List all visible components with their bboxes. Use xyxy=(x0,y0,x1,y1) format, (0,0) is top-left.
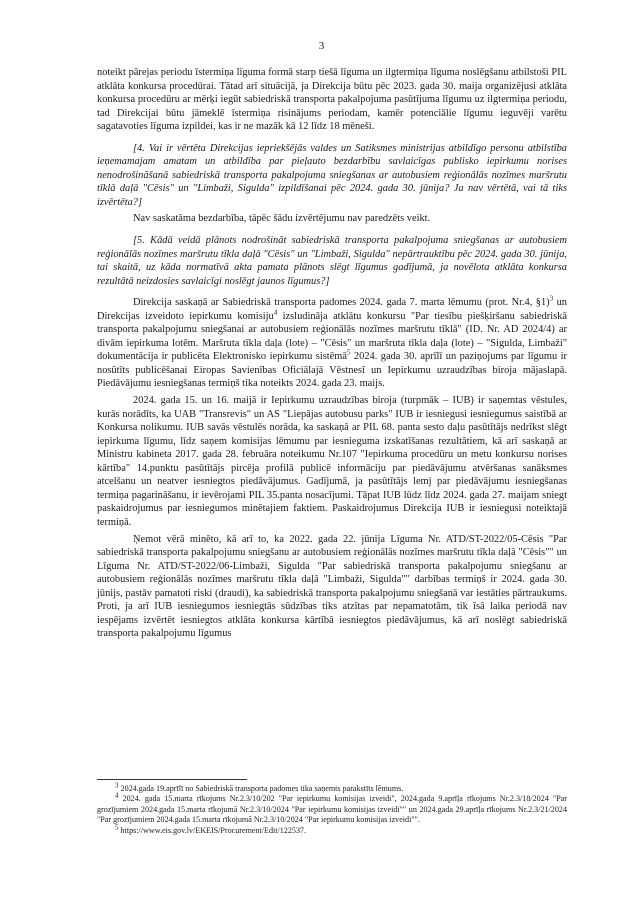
answer-5-paragraph-2: 2024. gada 15. un 16. maijā ir Iepirkumu uzraudzības biroja (turpmāk – IUB) ir saņemtas vēstules, kurās norādīts, ka UAB "Transrevis" un AS "Liepājas autobusu parks" IUB ir iesniegusi iesniegumus saistībā ar Konkursa nolikumu. IUB savās vēstulēs norāda, ka saskaņā ar PIL 68. panta sesto daļu pasūtītājs nedrīkst slēgt iepirkuma līgumu, līdz saņem komisijas lēmumu par iesnieguma izskatīšanas rezultātiem, kā arī saskaņā ar Ministru kabineta 2017. gada 28. februāra noteikumu Nr.107 "Iepirkuma procedūru un metu konkursu norises kārtība" 14.punktu pasūtītājs pircēja profilā publicē informāciju par piedāvājumu atvēršanas sanāksmes atcelšanu un neatver iesniegtos piedāvājumus. Gadījumā, ja pasūtītājs lemj par piedāvājumu iesniegšanas termiņa pagarināšanu, ir ievērojami PIL 35.panta nosacījumi. Tāpat IUB lūdz līdz 2024. gada 27. maijam sniegt paskaidrojumus par iesniegumos minētajiem faktiem. Paskaidrojumus Direkcija IUB ir iesniegusi noteiktajā termiņā. xyxy=(97,395,567,528)
text-run: un Direkcijas izveidoto iepirkumu komisiju xyxy=(97,297,567,322)
text-run: izsludināja atklātu konkursu "Par tiesību piešķiršanu sabiedriskā transporta pakalpojumu sniegšanai ar autobusiem reģionālās nozīmes maršrutu tīklā" (ID. Nr. AD 2024/4) ar divām iepirkuma lotēm. Maršruta tīkla daļa (lote) – "Cēsis" un maršruta tīkla daļa (lote) – "Sigulda, Limbaži" dokumentācija ir publicēta Elektronisko iepirkumu sistēmā xyxy=(97,310,567,363)
answer-5-paragraph-1 xyxy=(97,296,567,391)
footnote-text: 2024. gada 15.marta rīkojums Nr.2.3/10/202 "Par iepirkumu komisijas izveidi", 2024.gada 9.aprīļa rīkojums Nr.2.3/18/2024 "Par grozījumiem 2024.gada 15.marta rīkojumā Nr.2.3/10/2024 "Par iepirkumu komisijas izveidi"" un 2024.gada 29.aprīļa rīkojums Nr.2.3/21/2024 "Par grozījumiem 2024.gada 15.marta rīkojumā Nr.2.3/10/2024 "Par iepirkumu komisijas izveidi"". xyxy=(97,794,567,825)
footnotes xyxy=(97,781,567,836)
question-5: [5. Kādā veidā plānots nodrošināt sabiedriskā transporta pakalpojuma sniegšanas ar autobusiem reģionālās nozīmes maršrutu tīkla daļā "Cēsis" un "Limbaži, Sigulda" nepārtrauktību pēc 2024. gada 30. jūnija, tai skaitā, uz kāda normatīvā akta pamata plānots slēgt līgumus gadījumā, ja novēlota atklāta konkursa rezultātā neizdosies savlaicīgi noslēgt jaunos līgumus?] xyxy=(97,235,567,287)
text-run: Direkcija saskaņā ar Sabiedriskā transporta padomes 2024. gada 7. marta lēmumu (prot. Nr.4, §1) xyxy=(133,297,550,309)
footnote-divider xyxy=(97,779,247,780)
footnote-5 xyxy=(97,822,567,836)
footnote-ref-4: 4 xyxy=(273,308,278,317)
question-4: [4. Vai ir vērtēta Direkcijas iepriekšējās valdes un Satiksmes ministrijas atbildīgo personu atbilstība ieņemamajam amatam un atbildība par pieļauto bezdarbību savlaicīgas publisko iepirkumu norises nenodrošināšanā sabiedriskā transporta pakalpojuma sniegšanas ar autobusiem reģionālās nozīmes maršrutu tīklā daļā "Cēsis" un "Limbaži, Sigulda" izpildīšanai pēc 2024. gada 30. jūnija? Ja nav vērtētā, vai tā tiks izvērtēta?] xyxy=(97,142,567,208)
intro-paragraph: noteikt pārejas periodu īstermiņa līguma formā starp tiešā līguma un ilgtermiņa līguma noslēgšanu atbilstoši PIL atklāta konkursa procedūrai. Tātad arī situācijā, ja Direkcija būtu pēc 2023. gada 30. maija organizējusi atklāta konkursa procedūru ar mērķi iegūt sabiedriskā transporta pakalpojuma pasūtījuma līgumu uz ilgtermiņa periodu, tad Direkcijai būtu jāmeklē īstermiņa risinājums periodam, kamēr potenciālie līgumu ieguvēji varētu sagatavoties līguma izpildei, kas ir ne mazāk kā 12 līdz 18 mēneši. xyxy=(97,67,567,133)
footnote-4 xyxy=(97,791,567,825)
footnote-3 xyxy=(97,781,567,794)
page-number: 3 xyxy=(318,40,325,52)
footnote-ref-5: 5 xyxy=(346,348,351,357)
footnote-marker: 5 xyxy=(115,822,119,831)
answer-4: Nav saskatāma bezdarbība, tāpēc šādu izvērtējumu nav paredzēts veikt. xyxy=(133,213,431,225)
footnote-link[interactable]: https://www.eis.gov.lv/EKEIS/Procurement/Edit/122537. xyxy=(120,825,307,835)
footnote-ref-3: 3 xyxy=(549,294,554,303)
footnote-text: 2024.gada 19.aprīlī no Sabiedriskā transporta padomes tika saņemts parakstīts lēmums. xyxy=(120,784,404,793)
answer-5-paragraph-3: Ņemot vērā minēto, kā arī to, ka 2022. gada 22. jūnija Līguma Nr. ATD/ST-2022/05-Cēsis "Par sabiedriskā transporta pakalpojumu sniegšanu ar autobusiem reģionālās nozīmes maršrutu tīkla daļā "Cēsis"" un Līguma Nr. ATD/ST-2022/06-Limbaži, Sigulda "Par sabiedriskā transporta pakalpojumu sniegšanu ar autobusiem reģionālās nozīmes maršrutu tīkla daļā "Limbaži, Sigulda"" darbības termiņš ir 2024. gada 30. jūnijs, pastāv pamatoti riski (draudi), ka sabiedriskā transporta pakalpojumu sniegšanā var iestāties pārtraukums. Proti, ja arī IUB iesniegumos iesniegtās sūdzības tiks atzītas par nepamatotām, tik īsā laika periodā nav iespējams izvērtēt iesniegtos atklāta konkursa kārtībā iesniegtos piedāvājumus, kā arī noslēgt sabiedriskā transporta pakalpojumu līgumus xyxy=(97,533,567,640)
footnote-marker: 3 xyxy=(115,781,119,790)
footnote-marker: 4 xyxy=(115,791,119,800)
text-run: 2024. gada 30. aprīlī un paziņojums par līgumu ir nosūtīts publicēšanai Eiropas Savienības Oficiālajā Vēstnesī un Iepirkumu uzraudzības biroja mājaslapā. Piedāvājumu iesniegšanas termiņš tika noteikts 2024. gada 23. maijs. xyxy=(97,351,567,390)
document-body xyxy=(97,66,567,641)
